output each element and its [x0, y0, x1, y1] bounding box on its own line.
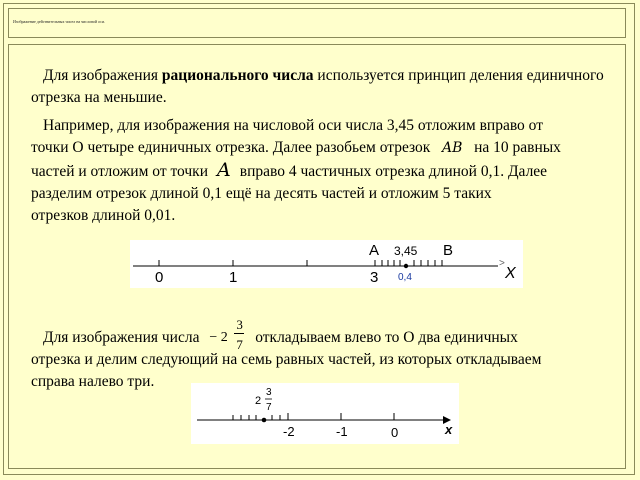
point-neg-2-3-7 — [262, 418, 267, 423]
p3-line1a: Для изображения числа — [43, 329, 200, 346]
label-minus1: -1 — [336, 424, 348, 439]
point-345 — [404, 264, 408, 268]
number-line-345-figure — [130, 240, 523, 288]
label-b: B — [443, 242, 454, 259]
label-num-3: 3 — [266, 387, 272, 398]
fraction-denominator: 7 — [236, 337, 243, 352]
label-1: 1 — [229, 269, 238, 286]
p2-line2b: на 10 равных — [474, 139, 561, 156]
p2-line3a: частей и отложим от точки — [31, 163, 209, 180]
number-line-345 — [130, 240, 523, 288]
paragraph-example — [31, 115, 611, 227]
seventh-ticks — [233, 415, 280, 420]
label-04: 0,4 — [398, 272, 412, 283]
number-line-negative-figure — [191, 383, 459, 444]
slide-content — [8, 44, 626, 469]
label-0: 0 — [155, 269, 164, 286]
label-minus2: -2 — [283, 424, 295, 439]
p3-line2: отрезка и делим следующий на семь равных частей, из которых откладываем — [31, 351, 542, 368]
slide-title: Изображение действительных чисел на числовой оси. — [13, 19, 106, 24]
small-ticks-right — [414, 260, 442, 266]
small-ticks-left — [382, 260, 400, 266]
p1-bold-term: рационального числа — [161, 67, 314, 84]
label-3: 3 — [370, 269, 379, 286]
axis-label-x-2: x — [445, 422, 453, 437]
segment-ab-label: AB — [442, 140, 463, 156]
number-line-negative — [191, 383, 459, 444]
point-a-label: A — [217, 159, 231, 181]
paragraph-rational — [31, 65, 611, 109]
slide-header — [8, 8, 626, 38]
p3-line1b: откладываем влево то О два единичных — [255, 329, 518, 346]
arrow-icon: > — [499, 258, 505, 269]
label-345: 3,45 — [394, 244, 418, 258]
label-a: A — [369, 242, 380, 259]
p1-text-b: используется принцип деления единичного отрезка на меньшие. — [31, 67, 604, 106]
p2-line4: разделим отрезок длиной 0,1 ещё на десять частей и отложим 5 таких — [31, 185, 492, 202]
p2-line1: Например, для изображения на числовой оси числа 3,45 отложим вправо от — [43, 117, 543, 134]
p1-text-a: Для изображения — [43, 67, 162, 84]
label-zero: 0 — [391, 425, 399, 440]
label-den-7: 7 — [266, 402, 272, 413]
p3-line3: справа налево три. — [31, 373, 155, 390]
mixed-fraction — [203, 317, 251, 352]
p2-line5: отрезков длиной 0,01. — [31, 207, 176, 224]
axis-label-x: X — [505, 265, 516, 282]
p2-line2a: точки О четыре единичных отрезка. Далее разобьем отрезок — [31, 139, 431, 156]
fraction-numerator: 3 — [236, 317, 243, 332]
minus-two: − 2 — [209, 330, 228, 345]
p2-line3b: вправо 4 частичных отрезка длиной 0,1. Далее — [239, 163, 548, 180]
label-whole-2: 2 — [255, 395, 262, 407]
